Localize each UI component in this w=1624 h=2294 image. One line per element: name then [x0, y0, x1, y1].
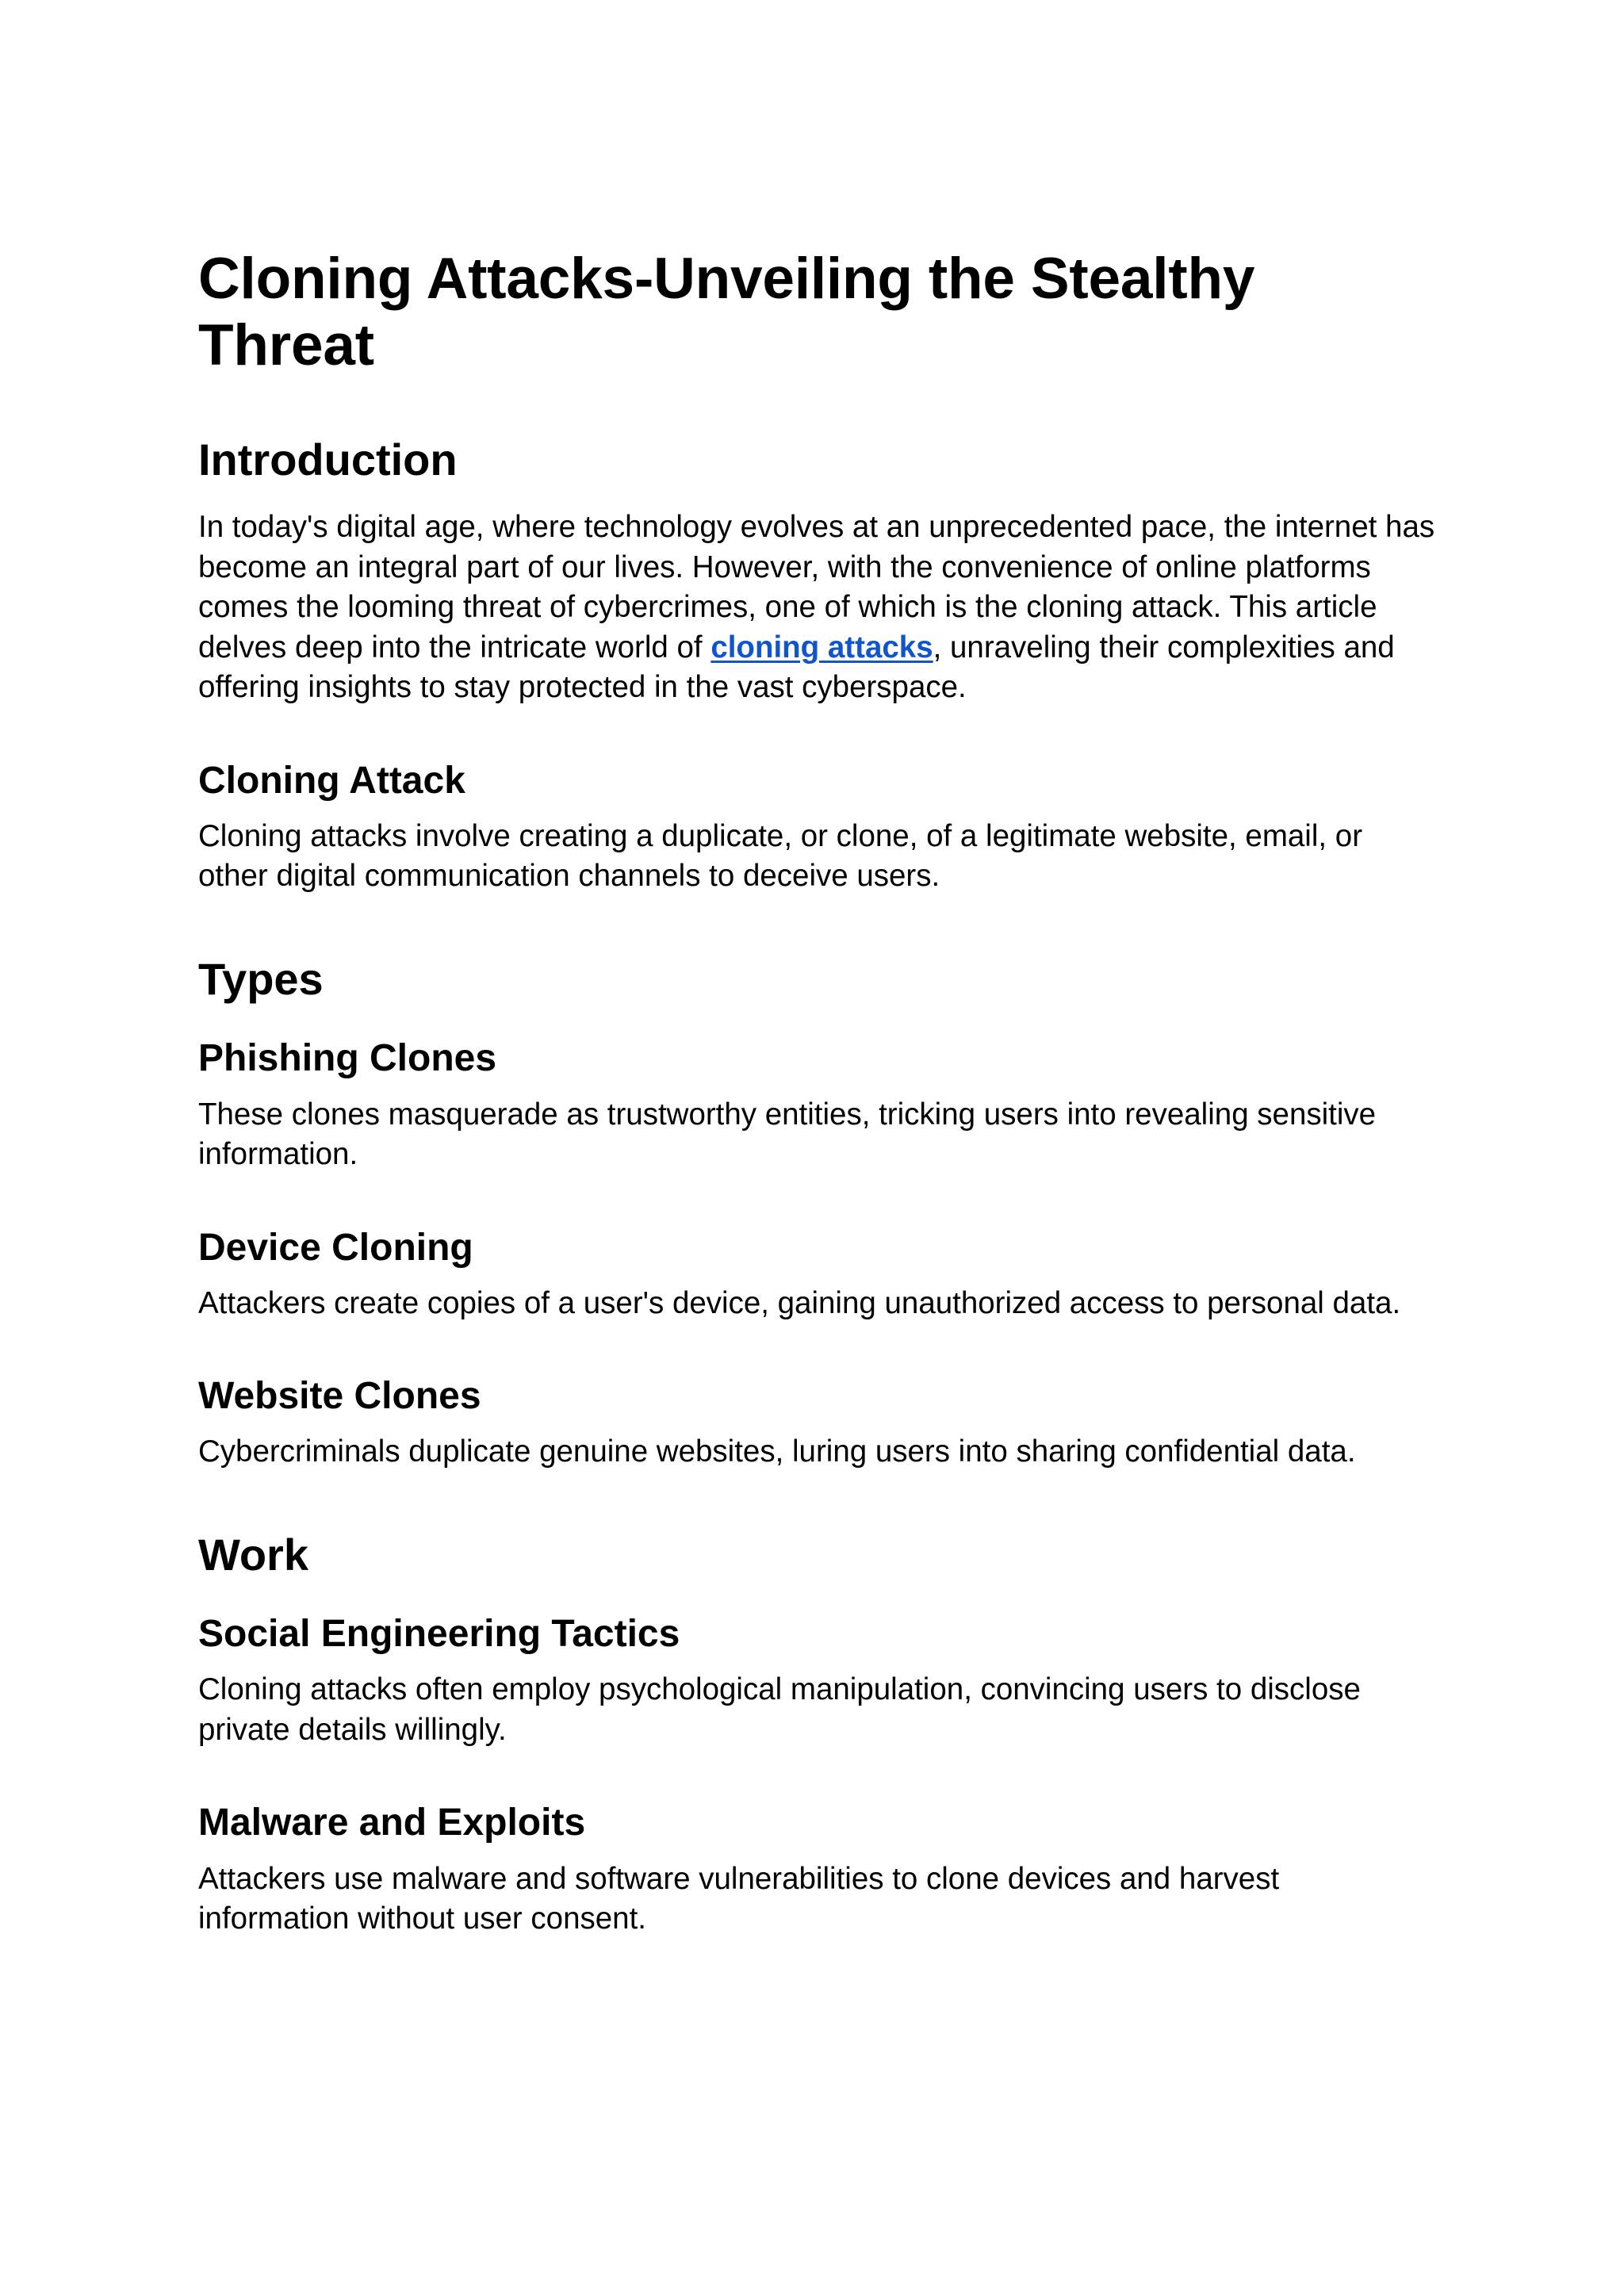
- heading-device-cloning: Device Cloning: [198, 1226, 473, 1269]
- paragraph-malware-exploits: Attackers use malware and software vulnerabilities to clone devices and harvest information without user consent.: [198, 1861, 1280, 1936]
- paragraph-introduction: [198, 507, 1435, 708]
- heading-phishing-clones: Phishing Clones: [198, 1037, 497, 1080]
- paragraph-device-cloning: Attackers create copies of a user's device, gaining unauthorized access to personal data.: [198, 1285, 1401, 1320]
- heading-website-clones: Website Clones: [198, 1375, 481, 1418]
- heading-introduction: Introduction: [198, 434, 458, 484]
- paragraph-website-clones: Cybercriminals duplicate genuine websites, luring users into sharing confidential data.: [198, 1434, 1356, 1469]
- document-body: [198, 246, 1435, 1940]
- paragraph-cloning-attack: Cloning attacks involve creating a duplicate, or clone, of a legitimate website, email, or other digital communication channels to deceive users.: [198, 818, 1363, 894]
- heading-types: Types: [198, 953, 324, 1004]
- intro-text-after: , unraveling their complexities and offering insights to stay protected in the vast cyberspace.: [198, 630, 1395, 705]
- document-title: Cloning Attacks-Unveiling the Stealthy Threat: [198, 247, 1255, 377]
- paragraph-phishing-clones: These clones masquerade as trustworthy entities, tricking users into revealing sensitive information.: [198, 1097, 1377, 1172]
- heading-work: Work: [198, 1529, 308, 1580]
- link-cloning-attacks[interactable]: cloning attacks: [710, 630, 933, 664]
- heading-cloning-attack: Cloning Attack: [198, 759, 465, 802]
- heading-malware-exploits: Malware and Exploits: [198, 1802, 586, 1844]
- paragraph-social-engineering: Cloning attacks often employ psychological manipulation, convincing users to disclose private details willingly.: [198, 1672, 1361, 1747]
- heading-social-engineering: Social Engineering Tactics: [198, 1613, 680, 1656]
- intro-text-before: In today's digital age, where technology evolves at an unprecedented pace, the internet has become an integral part of our lives. However, with the convenience of online platforms comes the looming threat of cybercrimes, one of which is the cloning attack. This article delves deep into the intricate world of: [198, 510, 1435, 664]
